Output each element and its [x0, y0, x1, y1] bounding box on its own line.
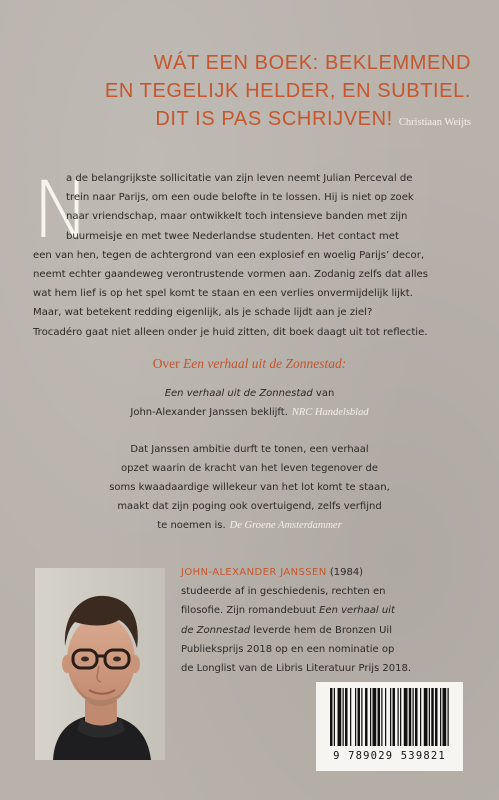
quote-author: Christiaan Weijts — [398, 117, 471, 128]
review-2-last-line-text: te noemen is. — [157, 520, 226, 531]
author-portrait-illustration — [35, 568, 165, 760]
quote-line-3 — [155, 108, 471, 131]
reviews-heading — [0, 356, 499, 372]
barcode-bar — [390, 688, 391, 746]
barcode-bar — [415, 688, 418, 746]
barcode-bar — [365, 688, 368, 746]
review-2-last-line — [0, 516, 499, 535]
barcode-bar — [398, 688, 399, 746]
barcode-bar — [429, 688, 430, 746]
synopsis-line: Trocadéro gaat niet alleen onder je huid zitten, dit boek daagt uit tot reflectie. — [33, 326, 428, 338]
barcode-bar — [343, 688, 344, 746]
barcode-bar — [361, 688, 362, 746]
barcode-bar — [435, 688, 438, 746]
synopsis-line: a de belangrijkste sollicitatie van zijn leven neemt Julian Perceval de — [66, 173, 413, 184]
review-1-line-1-rest: van — [312, 388, 335, 399]
barcode-bar — [400, 688, 401, 746]
barcode-bar — [409, 688, 412, 746]
barcode-digits: 9 789029 539821 — [333, 750, 446, 762]
reviews-heading-prefix: Over — [152, 356, 184, 371]
review-2-line: opzet waarin de kracht van het leven tegenover de — [120, 463, 378, 474]
review-2 — [0, 440, 499, 535]
bio-line-5: Publieksprijs 2018 op en een nominatie op — [181, 643, 395, 655]
barcode — [316, 682, 463, 771]
barcode-bar — [338, 688, 342, 746]
bio-line-4 — [181, 621, 481, 640]
barcode-bar — [404, 688, 408, 746]
barcode-bar — [413, 688, 414, 746]
review-2-line: maakt dat zijn poging ook overtuigend, zelfs verfijnd — [117, 501, 382, 512]
author-bio — [181, 563, 481, 678]
review-1 — [0, 384, 499, 422]
barcode-bar — [448, 688, 449, 746]
barcode-bar — [370, 688, 371, 746]
barcode-bar — [385, 688, 386, 746]
barcode-bar — [334, 688, 335, 746]
review-1-book-title: Een verhaal uit de Zonnestad — [164, 388, 313, 399]
synopsis-line: trein naar Parijs, om een oude belofte in te lossen. Hij is niet op zoek — [66, 192, 414, 204]
barcode-bar — [431, 688, 434, 746]
review-1-source: NRC Handelsblad — [291, 407, 369, 418]
quote-line-3-text: DIT IS PAS SCHRIJVEN! — [155, 108, 393, 130]
reviews-heading-title: Een verhaal uit de Zonnestad: — [183, 356, 347, 371]
bio-book-title-part-2: de Zonnestad — [181, 624, 251, 636]
review-2-line: Dat Janssen ambitie durft te tonen, een verhaal — [130, 444, 369, 455]
author-birth-year: (1984) — [326, 567, 364, 578]
barcode-bar — [424, 688, 428, 746]
bio-line-4-text: leverde hem de Bronzen Uil — [250, 624, 392, 636]
review-2-line: soms kwaadaardige willekeur van het lot komt te staan, — [109, 482, 390, 493]
review-1-line-1 — [0, 384, 499, 403]
barcode-bar — [350, 688, 351, 746]
review-1-line-2 — [0, 403, 499, 422]
barcode-bar — [378, 688, 381, 746]
barcode-bar — [373, 688, 377, 746]
synopsis-text — [32, 166, 473, 342]
bio-line-2: studeerde af in geschiedenis, rechten en — [181, 586, 386, 598]
barcode-bar — [330, 688, 333, 746]
barcode-bar — [358, 688, 361, 746]
quote-line-2: EN TEGELIJK HELDER, EN SUBTIEL. — [104, 80, 471, 102]
barcode-bar — [345, 688, 348, 746]
synopsis-line: een van hen, tegen de achtergrond van een explosief en woelig Parijs’ decor, — [33, 249, 425, 261]
synopsis-line: Maar, wat betekent redding eigenlijk, als je schade lijdt aan je ziel? — [33, 307, 373, 319]
synopsis-line: wat hem lief is op het spel komt te staan en een verlies onvermijdelijk lijkt. — [33, 288, 413, 300]
bio-book-title-part-1: Een verhaal uit — [319, 605, 395, 617]
synopsis-line: neemt echter gaandeweg verontrustende vormen aan. Zodanig zelfs dat alles — [33, 268, 429, 280]
barcode-bar — [381, 688, 382, 746]
barcode-bar — [420, 688, 421, 746]
bio-line-6: de Longlist van de Libris Literatuur Prijs 2018. — [181, 663, 412, 675]
barcode-bar — [393, 688, 396, 746]
synopsis-line: naar vriendschap, maar ontwikkelt toch intensieve banden met zijn — [66, 211, 408, 223]
bio-line-1 — [181, 563, 481, 582]
quote-line-1: WÁT EEN BOEK: BEKLEMMEND — [153, 52, 471, 74]
bio-line-3 — [181, 601, 481, 620]
barcode-bars — [316, 682, 463, 750]
drop-cap-letter: N — [32, 166, 91, 256]
review-2-source: De Groene Amsterdammer — [229, 520, 342, 531]
barcode-bar — [355, 688, 356, 746]
barcode-bar — [443, 688, 447, 746]
author-name: JOHN-ALEXANDER JANSSEN — [181, 567, 327, 578]
author-photo — [35, 568, 165, 760]
bio-line-3-text: filosofie. Zijn romandebuut — [181, 605, 320, 617]
barcode-bar — [440, 688, 441, 746]
synopsis-line: buurmeisje en met twee Nederlandse studenten. Het contact met — [66, 230, 399, 242]
review-1-line-2-text: John-Alexander Janssen beklijft. — [130, 407, 288, 418]
